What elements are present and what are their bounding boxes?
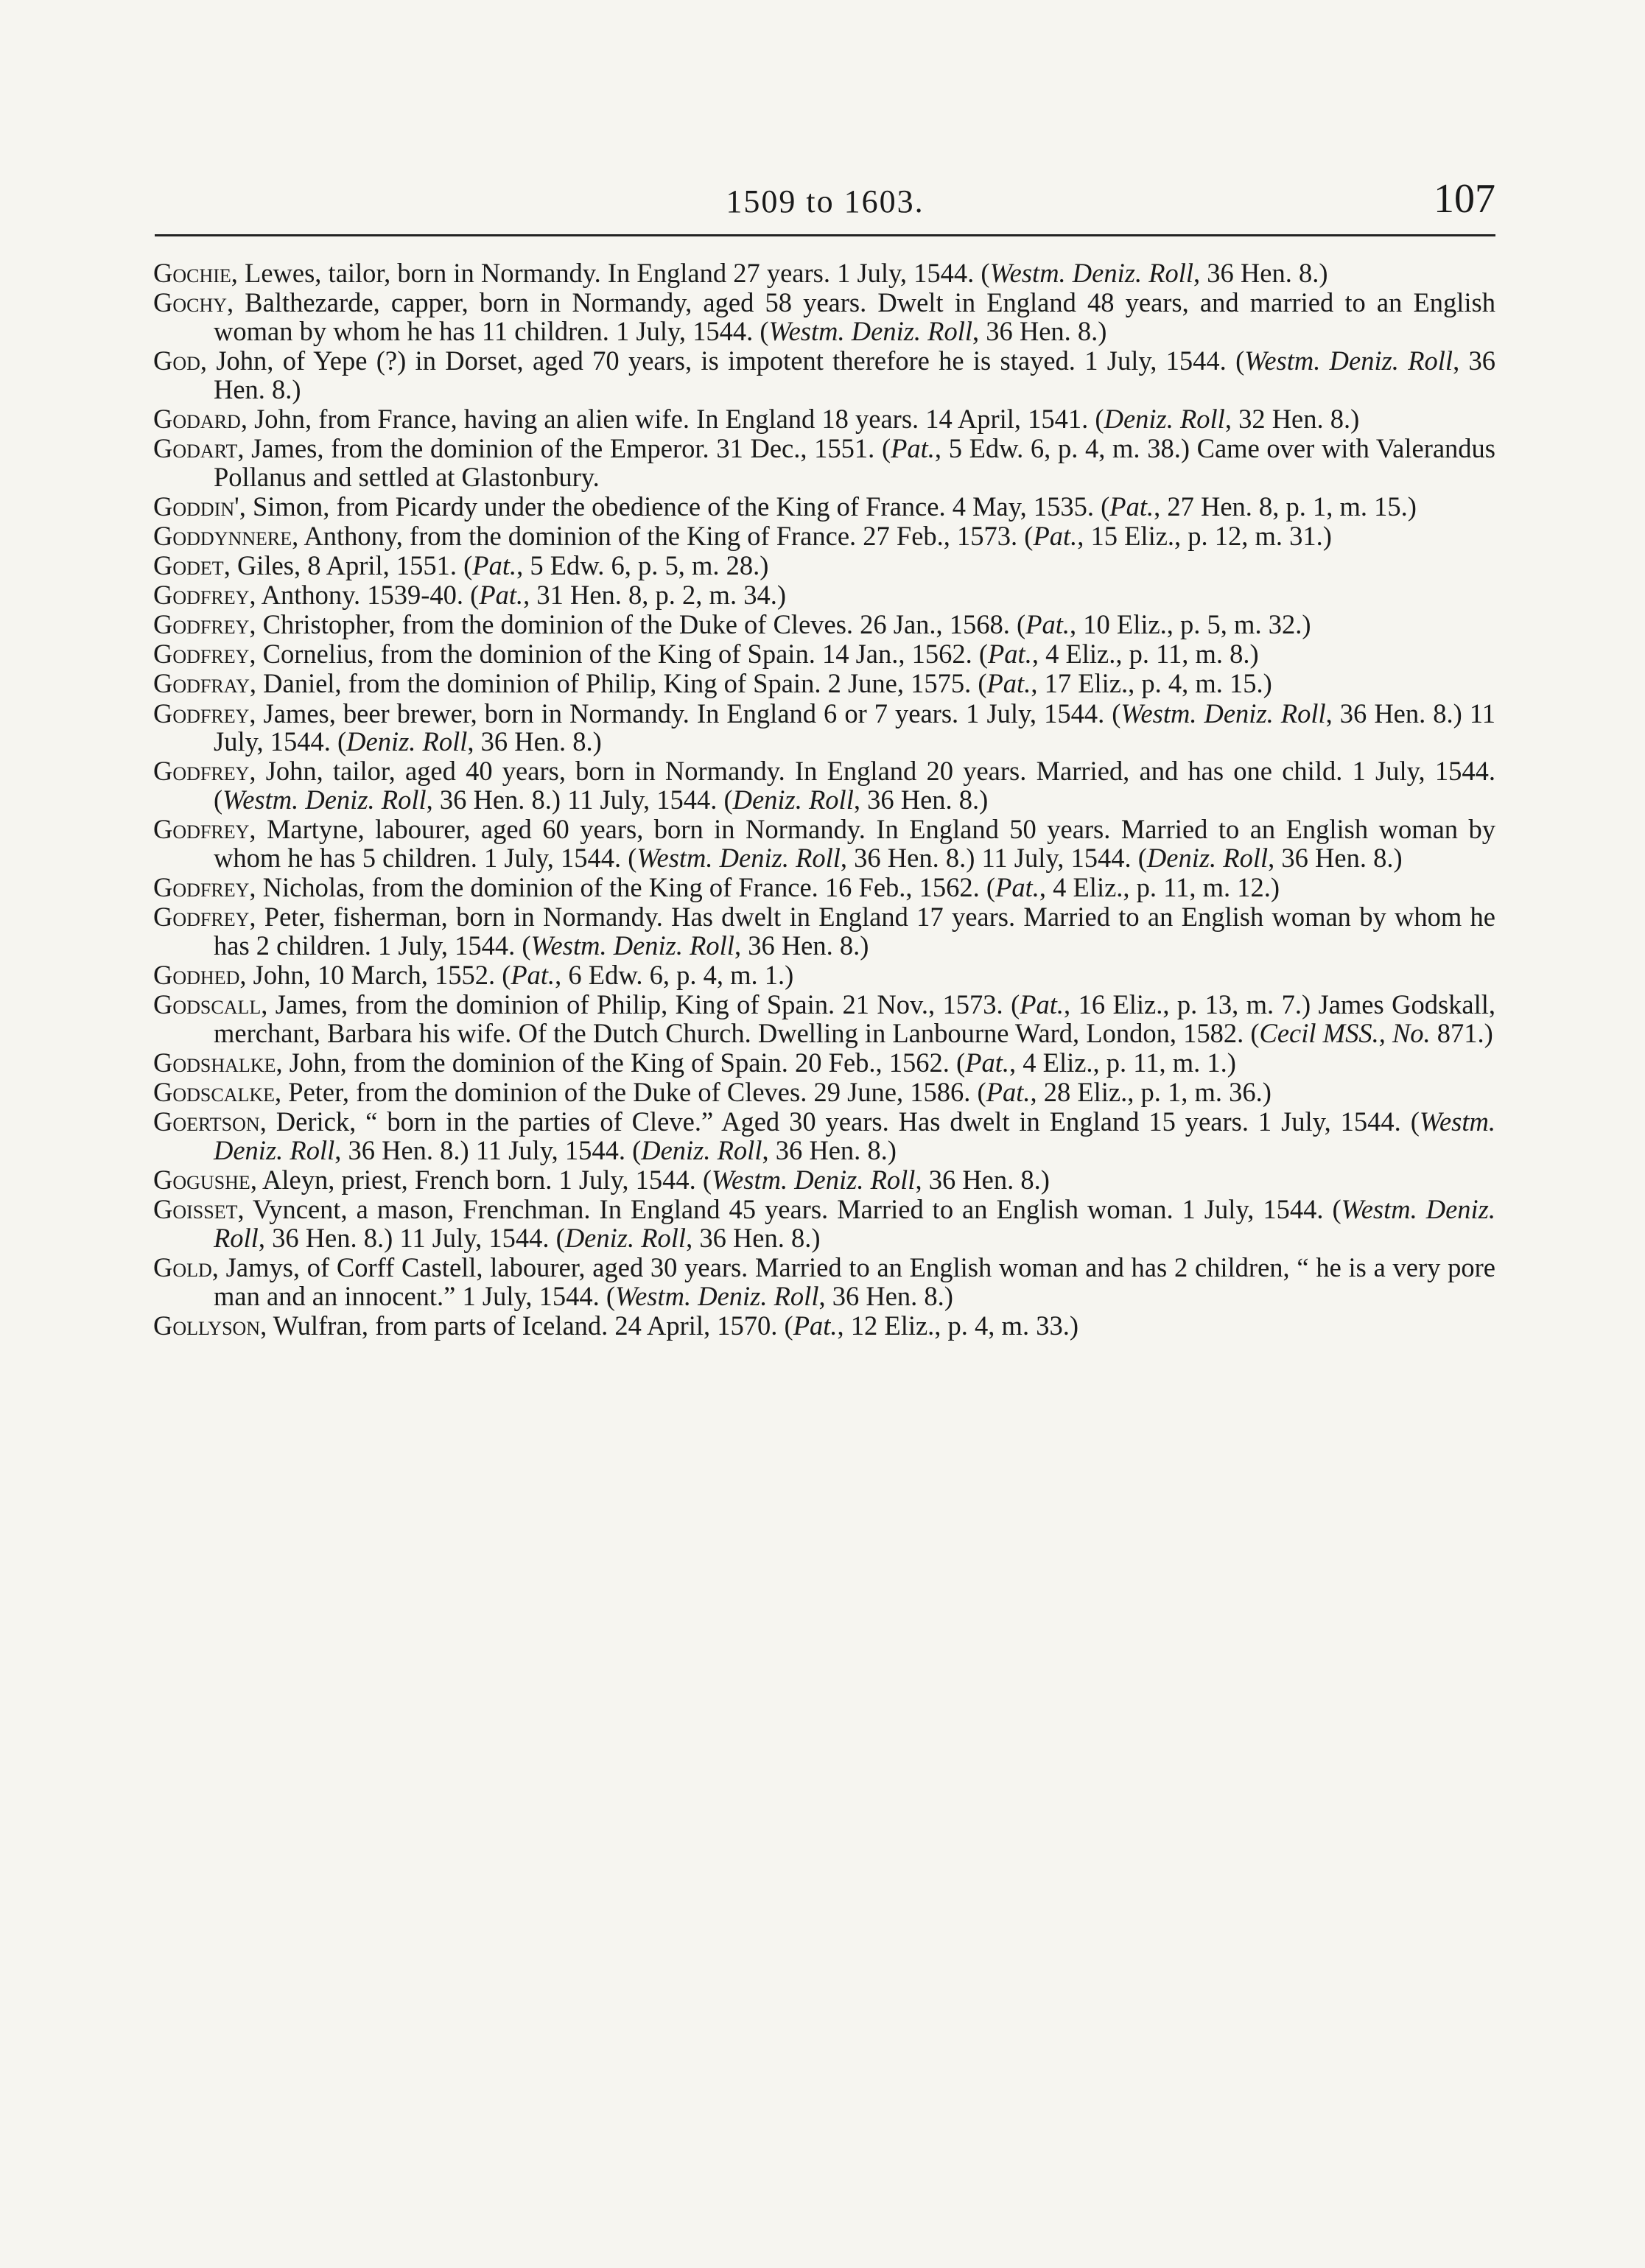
entry-text: , Derick, “ born in the parties of Cleve.” Aged 30 years. Has dwelt in England 15 years. 1 July, 1544. ( <box>259 1106 1420 1137</box>
entry-source: Pat. <box>995 872 1039 903</box>
entry-source: Westm. Deniz. Roll <box>711 1165 916 1196</box>
entry <box>153 670 1495 698</box>
entry-text: , 32 Hen. 8.) <box>1224 403 1360 434</box>
entry-surname: Gochy <box>153 287 228 318</box>
entry <box>153 1049 1495 1078</box>
entry-source: Deniz. Roll <box>564 1223 687 1254</box>
entry-text: , Martyne, labourer, aged 60 years, born in Normandy. In England 50 years. Married to an English woman by whom he has 5 children. 1 July, 1544. ( <box>214 814 1495 874</box>
entry-text: , Nicholas, from the dominion of the King of France. 16 Feb., 1562. ( <box>249 872 996 903</box>
entry <box>153 1078 1495 1107</box>
entry-list <box>153 259 1495 1341</box>
entry-source: Pat. <box>793 1310 838 1341</box>
entry <box>153 815 1495 873</box>
entry-source: Westm. Deniz. Roll <box>615 1281 819 1312</box>
entry-source: Pat. <box>988 639 1032 670</box>
entry-text: , 36 Hen. 8.) <box>1268 843 1403 874</box>
entry-surname: Goertson <box>153 1106 260 1137</box>
entry-source: Westm. Deniz. Roll <box>1120 698 1326 729</box>
entry-text: , Anthony. 1539-40. ( <box>249 580 480 611</box>
entry-source: Deniz. Roll <box>641 1135 762 1166</box>
running-title: 1509 to 1603. <box>726 183 925 220</box>
entry-text: , 5 Edw. 6, p. 5, m. 28.) <box>516 550 769 581</box>
entry-surname: Gogushe <box>153 1165 250 1196</box>
entry-source: Pat. <box>1033 520 1078 551</box>
entry-source: Deniz. Roll <box>346 726 468 757</box>
entry <box>153 259 1495 288</box>
entry-source: Westm. Deniz. Roll <box>530 930 734 961</box>
entry-surname: Godfrey <box>153 698 250 729</box>
entry <box>153 581 1495 610</box>
entry-text: , James, from the dominion of the Emperor. 31 Dec., 1551. ( <box>237 432 891 463</box>
entry-text: , 15 Eliz., p. 12, m. 31.) <box>1077 520 1332 551</box>
entry-source: Pat. <box>511 960 555 991</box>
entry <box>153 1196 1495 1253</box>
entry <box>153 1312 1495 1341</box>
entry <box>153 405 1495 434</box>
entry-text: , 10 Eliz., p. 5, m. 32.) <box>1070 609 1311 640</box>
entry-source: Deniz. Roll <box>1146 843 1269 874</box>
entry-text: , Peter, fisherman, born in Normandy. Has dwelt in England 17 years. Married to an English woman by whom he has 2 children. 1 July, 1544. ( <box>214 902 1495 961</box>
entry <box>153 874 1495 902</box>
entry-source: Pat. <box>479 580 524 611</box>
entry-text: , John, of Yepe (?) in Dorset, aged 70 years, is impotent therefore he is stayed. 1 July, 1544. ( <box>200 345 1245 376</box>
entry-surname: Godfray <box>153 668 250 699</box>
entry-surname: Gold <box>153 1252 212 1283</box>
entry-text: , 5 Edw. 6, p. 4, m. 38.) Came over with Valerandus Pollanus and settled at Glastonbury. <box>214 432 1495 492</box>
entry-text: , 17 Eliz., p. 4, m. 15.) <box>1031 668 1272 699</box>
entry-text: , 36 Hen. 8.) <box>214 345 1495 404</box>
entry-surname: Goddin' <box>153 491 239 522</box>
entry-text: , 36 Hen. 8.) <box>972 315 1107 346</box>
entry-surname: Godscall <box>153 989 262 1020</box>
entry-text: , James, from the dominion of Philip, King of Spain. 21 Nov., 1573. ( <box>261 989 1020 1020</box>
entry-source: Westm. Deniz. Roll <box>214 1106 1495 1166</box>
entry-source: Pat. <box>891 432 935 463</box>
entry-source: Westm. Deniz. Roll <box>214 1194 1495 1254</box>
entry-surname: Gollyson <box>153 1310 261 1341</box>
entry-source: Westm. Deniz. Roll <box>1244 345 1453 376</box>
entry-source: Westm. Deniz. Roll <box>768 315 972 346</box>
entry-text: , Aleyn, priest, French born. 1 July, 1544. ( <box>250 1165 712 1196</box>
entry-text: , 4 Eliz., p. 11, m. 8.) <box>1031 639 1259 670</box>
entry <box>153 611 1495 639</box>
entry-source: Deniz. Roll <box>732 784 854 815</box>
entry-text: , 16 Eliz., p. 13, m. 7.) James Godskall, merchant, Barbara his wife. Of the Dutch Church. Dwelling in Lanbourne Ward, London, 1582. ( <box>214 989 1496 1049</box>
entry-source: Pat. <box>965 1047 1010 1078</box>
entry-text: , 36 Hen. 8.) 11 July, 1544. ( <box>214 698 1495 757</box>
entry-surname: Godshalke <box>153 1047 276 1078</box>
entry <box>153 961 1495 990</box>
entry-text: , 36 Hen. 8.) <box>915 1165 1050 1196</box>
entry <box>153 522 1495 551</box>
entry-text: , 28 Eliz., p. 1, m. 36.) <box>1030 1077 1272 1108</box>
entry-text: , 27 Hen. 8, p. 1, m. 15.) <box>1154 491 1417 522</box>
entry-source: Pat. <box>1020 989 1064 1020</box>
entry-text: , 36 Hen. 8.) 11 July, 1544. ( <box>334 1135 642 1166</box>
entry-surname: Godfrey <box>153 756 250 787</box>
entry-text: , John, from the dominion of the King of Spain. 20 Feb., 1562. ( <box>276 1047 966 1078</box>
entry-text: , James, beer brewer, born in Normandy. In England 6 or 7 years. 1 July, 1544. ( <box>249 698 1121 729</box>
entry-text: , John, tailor, aged 40 years, born in Normandy. In England 20 years. Married, and has one child. 1 July, 1544. ( <box>214 756 1495 815</box>
entry-surname: Godard <box>153 403 241 434</box>
entry-text: , Christopher, from the dominion of the Duke of Cleves. 26 Jan., 1568. ( <box>249 609 1026 640</box>
entry <box>153 1254 1495 1311</box>
entry-surname: Godhed <box>153 960 240 991</box>
entry-source: Westm. Deniz. Roll <box>222 784 427 815</box>
page-header <box>155 175 1495 236</box>
entry-text: , 36 Hen. 8.) <box>734 930 869 961</box>
entry-text: , Peter, from the dominion of the Duke of Cleves. 29 June, 1586. ( <box>275 1077 986 1108</box>
entry-text: , Daniel, from the dominion of Philip, King of Spain. 2 June, 1575. ( <box>249 668 987 699</box>
entry-text: , 36 Hen. 8.) <box>818 1281 953 1312</box>
entry-text: 871.) <box>1430 1018 1493 1049</box>
entry-text: , 36 Hen. 8.) <box>762 1135 897 1166</box>
entry <box>153 347 1495 404</box>
entry-surname: Goddynnere <box>153 520 292 551</box>
entry <box>153 700 1495 757</box>
entry-text: , 6 Edw. 6, p. 4, m. 1.) <box>555 960 794 991</box>
entry-source: Cecil MSS., No. <box>1259 1018 1431 1049</box>
entry-surname: Godet <box>153 550 224 581</box>
entry <box>153 1166 1495 1195</box>
entry-text: , 36 Hen. 8.) <box>686 1223 821 1254</box>
entry <box>153 493 1495 522</box>
entry-surname: Godart <box>153 432 238 463</box>
entry-surname: Godfrey <box>153 872 250 903</box>
entry <box>153 991 1495 1048</box>
entry-text: , 31 Hen. 8, p. 2, m. 34.) <box>523 580 786 611</box>
entry <box>153 289 1495 346</box>
entry-text: , Anthony, from the dominion of the King of France. 27 Feb., 1573. ( <box>292 520 1034 551</box>
entry-text: , 36 Hen. 8.) <box>1193 258 1328 288</box>
entry <box>153 640 1495 669</box>
entry-surname: Godscalke <box>153 1077 276 1108</box>
entry-source: Pat. <box>472 550 517 581</box>
entry-text: , 36 Hen. 8.) <box>853 784 989 815</box>
entry-text: , Simon, from Picardy under the obedience of the King of France. 4 May, 1535. ( <box>239 491 1110 522</box>
entry-text: , 4 Eliz., p. 11, m. 12.) <box>1039 872 1280 903</box>
entry-text: , Balthezarde, capper, born in Normandy, aged 58 years. Dwelt in England 48 years, and married to an English woman by whom he has 11 children. 1 July, 1544. ( <box>214 287 1495 346</box>
entry <box>153 903 1495 961</box>
entry-source: Pat. <box>986 668 1031 699</box>
entry-text: , John, 10 March, 1552. ( <box>239 960 511 991</box>
entry-text: , 36 Hen. 8.) <box>467 726 602 757</box>
entry-surname: Goisset <box>153 1194 238 1225</box>
entry-source: Westm. Deniz. Roll <box>989 258 1194 288</box>
entry-text: , Jamys, of Corff Castell, labourer, aged 30 years. Married to an English woman and has 2 children, “ he is a very pore man and an innocent.” 1 July, 1544. ( <box>211 1252 1495 1312</box>
entry-surname: Godfrey <box>153 902 250 933</box>
entry-source: Pat. <box>986 1077 1031 1108</box>
entry-text: , Giles, 8 April, 1551. ( <box>223 550 473 581</box>
page-number: 107 <box>1434 176 1495 222</box>
entry-source: Deniz. Roll <box>1104 403 1225 434</box>
entry-text: , 36 Hen. 8.) 11 July, 1544. ( <box>840 843 1147 874</box>
entry-text: , Lewes, tailor, born in Normandy. In England 27 years. 1 July, 1544. ( <box>231 258 990 288</box>
entry-text: , Cornelius, from the dominion of the King of Spain. 14 Jan., 1562. ( <box>249 639 989 670</box>
entry <box>153 432 1495 492</box>
entry-source: Pat. <box>1109 491 1154 522</box>
entry-surname: Godfrey <box>153 580 250 611</box>
entry <box>153 552 1495 580</box>
entry-surname: Godfrey <box>153 639 250 670</box>
entry-surname: Godfrey <box>153 814 250 845</box>
entry-text: , John, from France, having an alien wife. In England 18 years. 14 April, 1541. ( <box>240 403 1104 434</box>
entry-surname: Gochie <box>153 258 231 288</box>
entry-source: Westm. Deniz. Roll <box>636 843 841 874</box>
entry-surname: Godfrey <box>153 609 250 640</box>
entry-text: , Vyncent, a mason, Frenchman. In England 45 years. Married to an English woman. 1 July, 1544. ( <box>237 1194 1341 1225</box>
entry-text: , 36 Hen. 8.) 11 July, 1544. ( <box>426 784 733 815</box>
entry-text: , 4 Eliz., p. 11, m. 1.) <box>1009 1047 1236 1078</box>
entry-text: , 36 Hen. 8.) 11 July, 1544. ( <box>258 1223 565 1254</box>
entry-text: , Wulfran, from parts of Iceland. 24 April, 1570. ( <box>260 1310 793 1341</box>
entry-surname: God <box>153 345 200 376</box>
entry <box>153 1108 1495 1165</box>
entry-source: Pat. <box>1025 609 1070 640</box>
entry <box>153 757 1495 815</box>
entry-text: , 12 Eliz., p. 4, m. 33.) <box>837 1310 1078 1341</box>
